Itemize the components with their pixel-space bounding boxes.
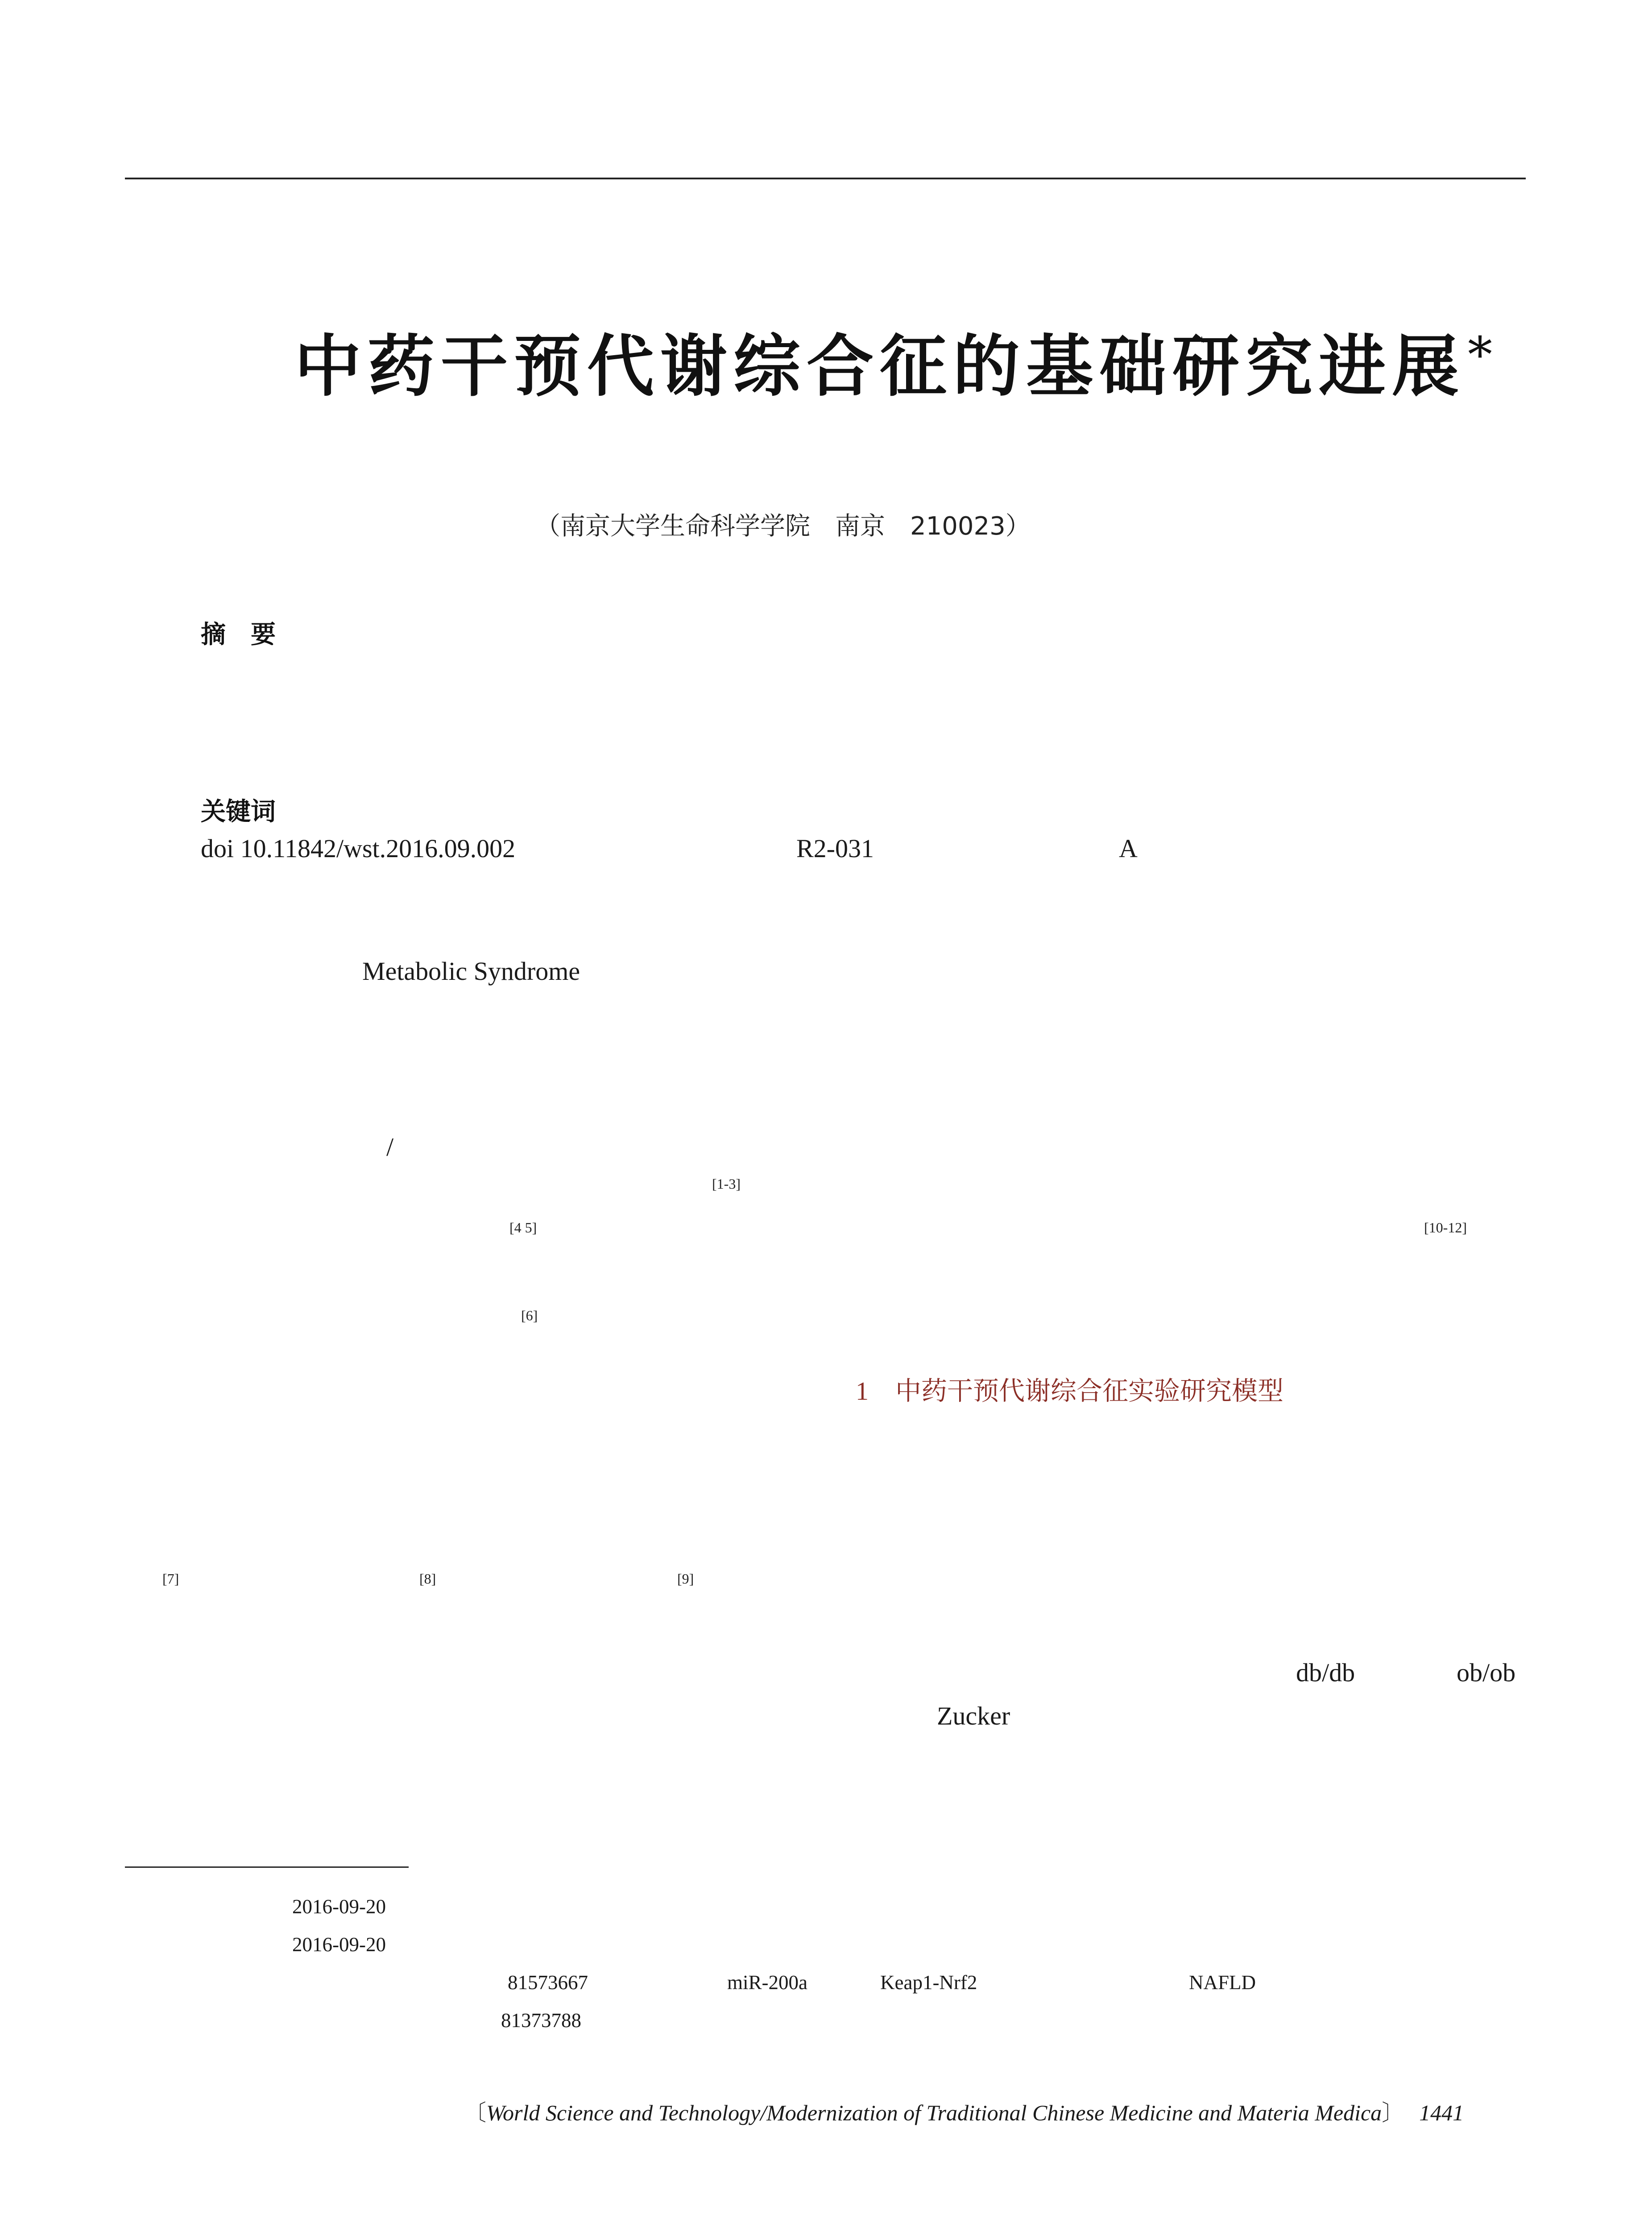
document-code: A bbox=[1119, 834, 1138, 863]
ob-ob-model: ob/ob bbox=[1457, 1658, 1516, 1687]
grant-number-1: 81573667 bbox=[508, 1971, 588, 1994]
section-title: 中药干预代谢综合征实验研究模型 bbox=[895, 1376, 1284, 1406]
title-text: 中药干预代谢综合征的基础研究进展 bbox=[294, 327, 1466, 406]
section-number: 1 bbox=[856, 1377, 869, 1406]
keap1-nrf2: Keap1-Nrf2 bbox=[880, 1971, 977, 1994]
footnote-rule bbox=[125, 1866, 409, 1868]
citation-1-3: [1-3] bbox=[712, 1176, 741, 1192]
bracket-open: 〔 bbox=[464, 2100, 486, 2125]
clc-number: R2-031 bbox=[796, 834, 874, 863]
citation-8: [8] bbox=[419, 1571, 436, 1587]
journal-footer bbox=[464, 2095, 1464, 2127]
metabolic-syndrome-term: Metabolic Syndrome bbox=[362, 957, 580, 986]
zucker-model: Zucker bbox=[937, 1701, 1010, 1730]
keywords-label: 关键词 bbox=[201, 797, 276, 826]
grant-number-2: 81373788 bbox=[501, 2009, 581, 2032]
mir-200a: miR-200a bbox=[727, 1971, 807, 1994]
section-1-heading bbox=[856, 1370, 1284, 1407]
abstract-label: 摘 要 bbox=[201, 620, 276, 649]
journal-name: World Science and Technology/Modernization of Traditional Chinese Medicine and Materia Medica bbox=[486, 2100, 1382, 2125]
header-rule bbox=[125, 178, 1526, 179]
bracket-close: 〕 bbox=[1382, 2100, 1404, 2125]
citation-4-5: [4 5] bbox=[509, 1219, 537, 1236]
page-number: 1441 bbox=[1419, 2100, 1464, 2125]
nafld: NAFLD bbox=[1189, 1971, 1256, 1994]
slash-fragment: / bbox=[386, 1132, 394, 1161]
affiliation: （南京大学生命科学学院 南京 210023） bbox=[535, 512, 1031, 541]
received-date: 2016-09-20 bbox=[292, 1895, 386, 1918]
doi: doi 10.11842/wst.2016.09.002 bbox=[201, 834, 516, 863]
revised-date: 2016-09-20 bbox=[292, 1933, 386, 1956]
db-db-model: db/db bbox=[1296, 1658, 1355, 1687]
title-footnote-mark: * bbox=[1468, 326, 1499, 383]
citation-9: [9] bbox=[677, 1571, 694, 1587]
citation-7: [7] bbox=[162, 1571, 179, 1587]
citation-10-12: [10-12] bbox=[1424, 1219, 1467, 1236]
article-title bbox=[294, 312, 1499, 409]
citation-6: [6] bbox=[521, 1307, 538, 1323]
